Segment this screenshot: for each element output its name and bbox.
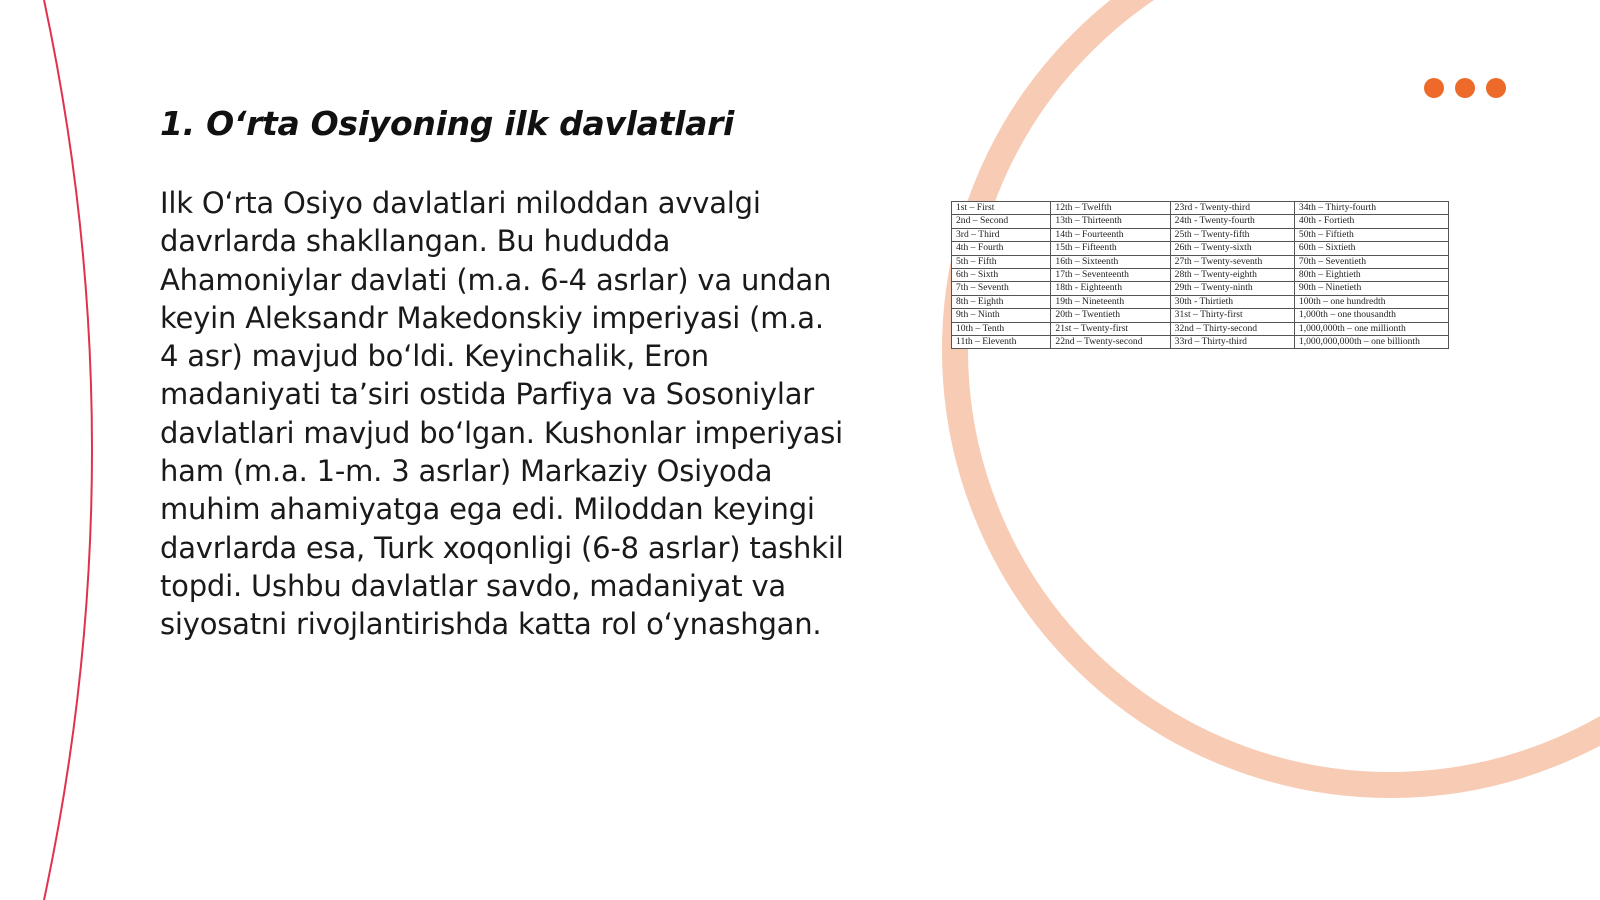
table-row (952, 322, 1449, 335)
table-cell: 1st – First (952, 202, 1051, 215)
table-cell: 6th – Sixth (952, 269, 1051, 282)
table-cell: 33rd – Thirty-third (1170, 336, 1294, 349)
table-row (952, 228, 1449, 241)
table-cell: 23rd - Twenty-third (1170, 202, 1294, 215)
dot-icon (1455, 78, 1475, 98)
table-cell: 9th – Ninth (952, 309, 1051, 322)
table-cell: 25th – Twenty-fifth (1170, 228, 1294, 241)
table-cell: 100th – one hundredth (1294, 295, 1448, 308)
table-cell: 80th – Eightieth (1294, 269, 1448, 282)
table-cell: 20th – Twentieth (1051, 309, 1170, 322)
table-cell: 60th – Sixtieth (1294, 242, 1448, 255)
table-cell: 17th – Seventeenth (1051, 269, 1170, 282)
slide-title: 1. O‘rta Osiyoning ilk davlatlari (160, 104, 735, 143)
table-cell: 31st – Thirty-first (1170, 309, 1294, 322)
table-row (952, 242, 1449, 255)
table-cell: 28th – Twenty-eighth (1170, 269, 1294, 282)
table-row (952, 295, 1449, 308)
table-cell: 8th – Eighth (952, 295, 1051, 308)
table-row (952, 255, 1449, 268)
table-cell: 18th - Eighteenth (1051, 282, 1170, 295)
table-cell: 21st – Twenty-first (1051, 322, 1170, 335)
table-cell: 2nd – Second (952, 215, 1051, 228)
table-cell: 7th – Seventh (952, 282, 1051, 295)
table-row (952, 282, 1449, 295)
left-accent-line (44, 0, 92, 900)
table-cell: 90th – Ninetieth (1294, 282, 1448, 295)
table-cell: 10th – Tenth (952, 322, 1051, 335)
ordinal-numbers-table (951, 201, 1449, 349)
table-cell: 24th - Twenty-fourth (1170, 215, 1294, 228)
table-cell: 27th – Twenty-seventh (1170, 255, 1294, 268)
slide-body-text: Ilk O‘rta Osiyo davlatlari miloddan avvalgi davrlarda shakllangan. Bu hududda Ahamoniylar davlati (m.a. 6-4 asrlar) va undan keyin Aleksandr Makedonskiy imperiyasi (m.a. 4 asr) mavjud bo‘ldi. Keyinchalik, Eron madaniyati ta’siri ostida Parfiya va Sosoniylar davlatlari mavjud bo‘lgan. Kushonlar imperiyasi ham (m.a. 1-m. 3 asrlar) Markaziy Osiyoda muhim ahamiyatga ega edi. Miloddan keyingi davrlarda esa, Turk xoqonligi (6-8 asrlar) tashkil topdi. Ushbu davlatlar savdo, madaniyat va siyosatni rivojlantirishda katta rol o‘ynashgan. (160, 186, 844, 642)
table-cell: 11th – Eleventh (952, 336, 1051, 349)
dot-icon (1486, 78, 1506, 98)
table-cell: 29th – Twenty-ninth (1170, 282, 1294, 295)
table-row (952, 269, 1449, 282)
table-cell: 4th – Fourth (952, 242, 1051, 255)
three-dots-icon (1424, 78, 1506, 98)
table-cell: 5th – Fifth (952, 255, 1051, 268)
ordinal-numbers-table-image (951, 201, 1449, 349)
table-cell: 12th – Twelfth (1051, 202, 1170, 215)
table-cell: 16th – Sixteenth (1051, 255, 1170, 268)
table-cell: 30th - Thirtieth (1170, 295, 1294, 308)
table-row (952, 215, 1449, 228)
table-cell: 1,000,000th – one millionth (1294, 322, 1448, 335)
table-cell: 22nd – Twenty-second (1051, 336, 1170, 349)
table-cell: 50th – Fiftieth (1294, 228, 1448, 241)
table-cell: 1,000,000,000th – one billionth (1294, 336, 1448, 349)
table-cell: 40th - Fortieth (1294, 215, 1448, 228)
table-row (952, 202, 1449, 215)
table-cell: 14th – Fourteenth (1051, 228, 1170, 241)
table-cell: 32nd – Thirty-second (1170, 322, 1294, 335)
table-cell: 19th – Nineteenth (1051, 295, 1170, 308)
table-cell: 3rd – Third (952, 228, 1051, 241)
table-cell: 13th – Thirteenth (1051, 215, 1170, 228)
table-cell: 26th – Twenty-sixth (1170, 242, 1294, 255)
table-cell: 34th – Thirty-fourth (1294, 202, 1448, 215)
table-cell: 1,000th – one thousandth (1294, 309, 1448, 322)
table-row (952, 309, 1449, 322)
background-arc (955, 0, 1600, 785)
table-cell: 70th – Seventieth (1294, 255, 1448, 268)
table-row (952, 336, 1449, 349)
table-cell: 15th – Fifteenth (1051, 242, 1170, 255)
dot-icon (1424, 78, 1444, 98)
